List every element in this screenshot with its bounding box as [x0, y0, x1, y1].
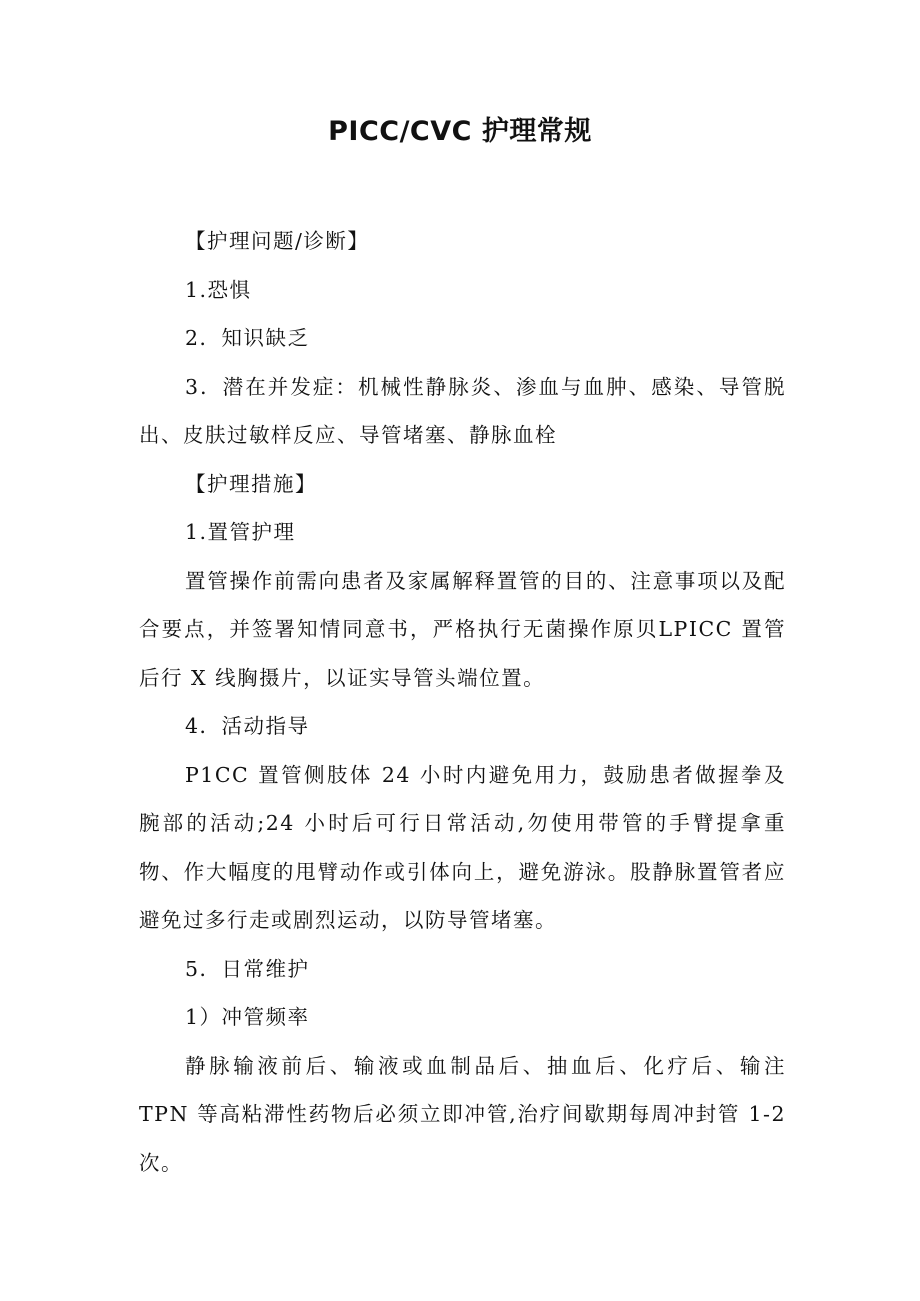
document-title: PICC/CVC 护理常规: [328, 116, 592, 147]
paragraph-flushing-frequency: 静脉输液前后、输液或血制品后、抽血后、化疗后、输注 TPN 等高粘滞性药物后必须立即冲管,治疗间歇期每周冲封管 1-2 次。: [139, 1053, 786, 1175]
subheading-flushing-frequency: 1）冲管频率: [185, 1005, 310, 1029]
section-heading-nursing-problems: 【护理问题/诊断】: [185, 229, 370, 253]
section-heading-nursing-measures: 【护理措施】: [185, 471, 317, 496]
list-item-fear: 1.恐惧: [185, 277, 252, 302]
subheading-catheter-care: 1.置管护理: [185, 520, 296, 544]
list-item-potential-complications: 3．潜在并发症：机械性静脉炎、渗血与血肿、感染、导管脱出、皮肤过敏样反应、导管堵塞、静脉血栓: [139, 374, 786, 447]
list-item-knowledge-deficit: 2．知识缺乏: [185, 326, 310, 350]
subheading-daily-maintenance: 5．日常维护: [185, 956, 310, 981]
paragraph-activity-guidance: P1CC 置管侧肢体 24 小时内避免用力，鼓励患者做握拳及腕部的活动;24 小时后可行日常活动,勿使用带管的手臂提拿重物、作大幅度的甩臂动作或引体向上，避免游泳。股静脉置管者应避免过多行走或剧烈运动，以防导管堵塞。: [139, 762, 786, 932]
document-body: [139, 217, 786, 1187]
paragraph-catheter-care: 置管操作前需向患者及家属解释置管的目的、注意事项以及配合要点，并签署知情同意书，严格执行无菌操作原贝LPICC 置管后行 X 线胸摄片，以证实导管头端位置。: [139, 568, 786, 690]
subheading-activity-guidance: 4．活动指导: [185, 714, 310, 738]
